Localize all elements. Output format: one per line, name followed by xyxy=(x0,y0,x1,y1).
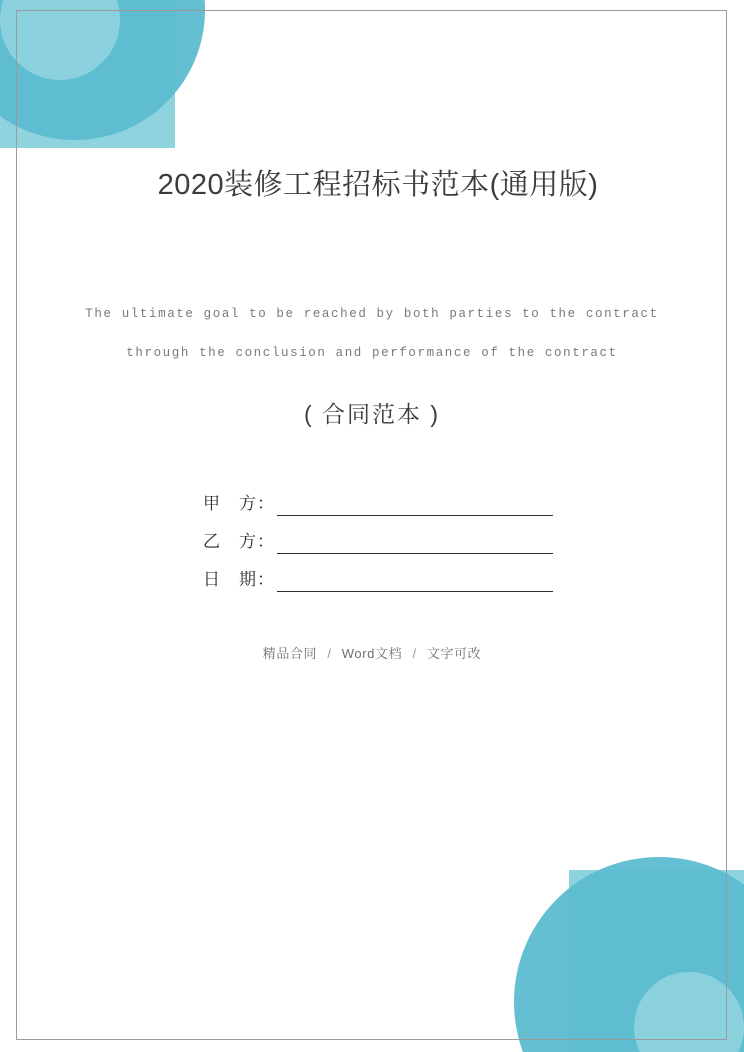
footer-item-2: Word文档 xyxy=(341,646,403,661)
signature-fields xyxy=(203,478,553,592)
field-row-party-a xyxy=(203,478,553,516)
field-input-party-b[interactable] xyxy=(277,533,553,554)
footer-item-3: 文字可改 xyxy=(426,646,482,661)
footer-note xyxy=(122,643,622,662)
field-row-date xyxy=(203,554,553,592)
field-input-party-a[interactable] xyxy=(277,495,553,516)
subtitle-english-line-2: through the conclusion and performance of the contract xyxy=(126,346,618,360)
footer-separator-1: / xyxy=(327,646,332,661)
footer-item-1: 精品合同 xyxy=(262,646,318,661)
page-title: 2020装修工程招标书范本(通用版) xyxy=(157,169,599,201)
footer-separator-2: / xyxy=(412,646,417,661)
contract-type-label: ( 合同范本 ) xyxy=(303,401,441,427)
field-label-party-a: 甲 方： xyxy=(203,494,275,513)
field-input-date[interactable] xyxy=(277,571,553,592)
subtitle-english-line-1: The ultimate goal to be reached by both parties to the contract xyxy=(85,307,659,321)
field-label-date: 日 期： xyxy=(203,570,275,589)
field-label-party-b: 乙 方： xyxy=(203,532,275,551)
field-row-party-b xyxy=(203,516,553,554)
